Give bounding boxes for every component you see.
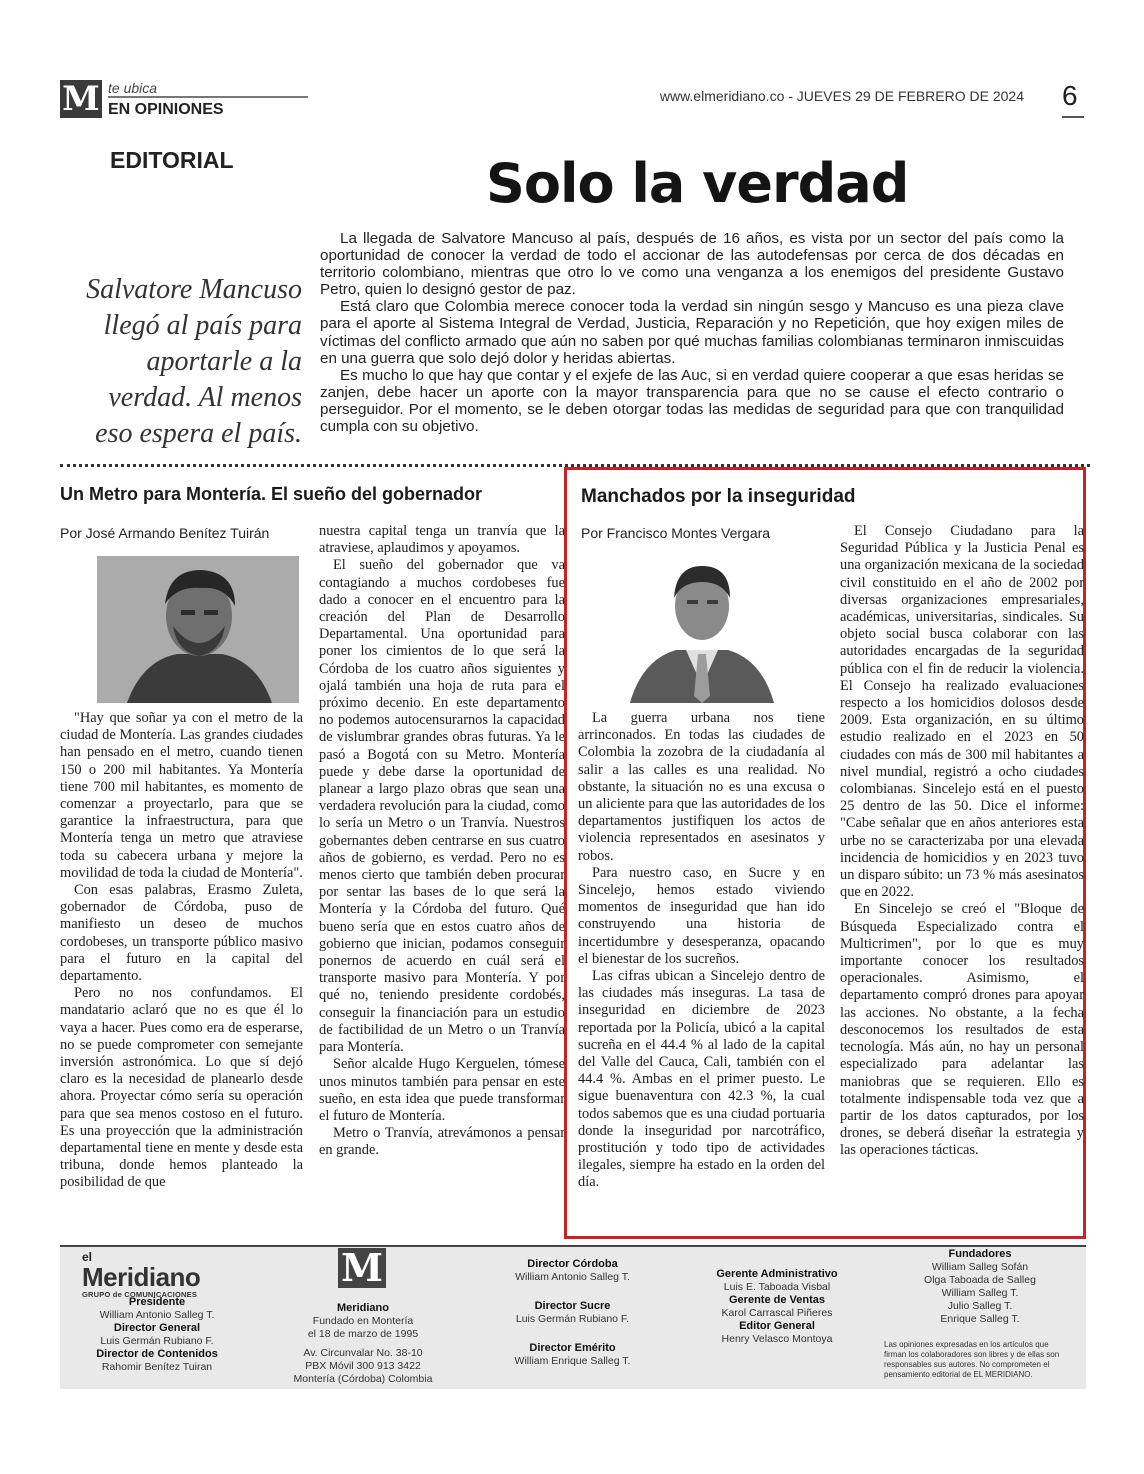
footer-label: Presidente [128,1296,186,1308]
footer-value: PBX Móvil 300 913 3422 [305,1360,421,1372]
footer-col-directors [62,1296,252,1374]
footer-label: Editor General [739,1320,815,1332]
left-article-paragraph: Con esas palabras, Erasmo Zuleta, gobernador de Córdoba, puso de manifiesto un deseo de muchos cordobeses, un transporte público masivo para el futuro en la capital del departamento. [60,882,303,985]
author-photo-montes [624,556,780,703]
footer-label: Fundadores [948,1248,1012,1260]
editorial-body [320,230,1064,435]
editorial-label: EDITORIAL [110,147,234,173]
footer-value: Luis Germán Rubiano F. [515,1313,630,1325]
footer-value: Av. Circunvalar No. 38-10 [303,1347,423,1359]
footer-value: William Enrique Salleg T. [514,1355,631,1367]
footer-col-founded [288,1302,438,1386]
footer-value: Rahomir Benítez Tuiran [101,1361,213,1373]
footer-col-management [692,1268,862,1346]
footer-value: William Antonio Salleg T. [99,1309,215,1321]
right-article-paragraph: La guerra urbana nos tiene arrinconados. En todas las ciudades de Colombia la zozobra de la ciudadanía al salir a las calles es una realidad. No obstante, la situación no es una excusa o un aliciente para que las autoridades de los departamentos justifiquen los actos de violencia representados en asesinatos y robos. [578,710,825,864]
footer-label: Director Córdoba [527,1258,618,1270]
disclaimer: Las opiniones expresadas en los artículos que firman los colaboradores son libres y de ellas son responsables sus autores. No comprometen el pensamiento editorial de EL MERIDIANO. [884,1340,1060,1379]
footer-col-regional [490,1258,655,1368]
left-article-paragraph: El sueño del gobernador que va contagiando a muchos cordobeses fue dado a conocer en el encuentro para la creación del Plan de Desarrollo Departamental. Una oportunidad para poner los cimientos de lo que será la Córdoba de los cuatro años siguientes y ojalá también una hoja de ruta para el próximo decenio. En este departamento no podemos autocensurarnos la capacidad de vislumbrar grandes obras futuras. Ya le pasó a Bogotá con su Metro. Montería puede y debe darse la oportunidad de planear a largo plazo obras que sean una verdadera revolución para la ciudad, como lo sería un Metro o un Tranvía. Nuestros gobernantes deben centrarse en sus cuatro años de gobierno, es verdad. Pero no es menos cierto que también deben procurar por sentar las bases de lo que será la Montería y la Córdoba del futuro. Qué bueno sería que en estos cuatro años de gobierno que inician, podamos conseguir ponernos de acuerdo en cuál será el transporte masivo para Montería. Y por qué no, teniendo presidente cordobés, conseguir la financiación para un estudio de factibilidad de un Metro o un Tranvía para Montería. [319,557,565,1056]
footer-value: Luis Germán Rubiano F. [100,1335,214,1347]
founder-name: Julio Salleg T. [947,1300,1013,1312]
footer-label: Director Emérito [529,1342,616,1354]
brand-name: Meridiano [82,1262,201,1292]
founder-name: Enrique Salleg T. [940,1313,1020,1325]
right-article-paragraph: Las cifras ubican a Sincelejo dentro de las ciudades más inseguras. La tasa de inseguridad en diciembre de 2023 reportada por la Policía, ubicó a la capital sucreña en el 44.4 % al lado de la capital del Valle del Cauca, Cali, también con el 44.4 %. Ambas en el primer puesto. Le sigue buenaventura con 42.3 %, la cual todos sabemos que es una ciudad portuaria donde la inseguridad por narcotráfico, prostitución y todo tipo de actividades ilegales, siempre ha estado en la orden del día. [578,968,825,1191]
left-article-byline: Por José Armando Benítez Tuirán [60,525,270,541]
footer-value: Fundado en Montería [312,1315,414,1327]
founder-name: William Salleg T. [941,1287,1019,1299]
date-line: www.elmeridiano.co - JUEVES 29 DE FEBRERO DE 2024 [659,88,1024,104]
page-number: 6 [1062,80,1078,111]
left-article-paragraph: Señor alcalde Hugo Kerguelen, tómese unos minutos también para pensar en este sueño, en esta idea que puede transformar el futuro de Montería. [319,1056,565,1124]
left-article-paragraph: Pero no nos confundamos. El mandatario aclaró que no es que él lo vaya a hacer. Pues como era de esperarse, no se puede comprometer con semejante inversión astronómica. Lo que sí dejó claro es la necesidad de planearlo desde ahora. Proyectar cómo sería su operación para que sea menos costoso en el futuro. Es una proyección que la administración departamental tiene en mente y desde esta tribuna, donde hemos planteado la posibilidad de que [60,985,303,1191]
right-article-paragraph: El Consejo Ciudadano para la Seguridad Pública y la Justicia Penal es una organización mexicana de la sociedad civil constituido en el año de 2002 por diversas organizaciones empresariales, académicas, universitarias, sindicales. Su objeto social busca colaborar con las autoridades encargadas de la seguridad pública con el fin de reducir la violencia. El Consejo ha realizado evaluaciones respecto a los homicidios dolosos desde 2009. Esta organización, en su último estudio realizado en el 2023 en 50 ciudades con más de 300 mil habitantes a nivel mundial, registró a ocho ciudades colombianas. Sincelejo está en el puesto 25 dentro de las 50. Dice el informe: "Cabe señalar que en años anteriores esta urbe no se caracterizaba por una elevada incidencia de homicidios y en 2023 tuvo un disparo súbito: un 73 % más asesinatos que en 2022. [840,523,1084,901]
footer-value: Henry Velasco Montoya [721,1333,833,1345]
portrait-icon [624,556,780,703]
portrait-icon [97,556,299,703]
footer-value: Luis E. Taboada Visbal [723,1281,831,1293]
left-article-paragraph: Metro o Tranvía, atrevámonos a pensar en grande. [319,1125,565,1159]
editorial-paragraph: Es mucho lo que hay que contar y el exjefe de las Auc, si en verdad quiere cooperar a que esas heridas se zanjen, debe hacer un aporte con la mayor transparencia para que no se cause el efecto contrario o perseguidor. Por el momento, se le deben otorgar todas las medidas de seguridad para que con tranquilidad cumpla con su objetivo. [320,366,1064,436]
right-article-column-1 [578,710,825,1192]
tagline: te ubica [108,80,158,96]
right-article-byline: Por Francisco Montes Vergara [581,525,771,541]
footer-label: Director Sucre [534,1300,611,1312]
left-article-title: Un Metro para Montería. El sueño del gobernador [60,484,483,504]
footer-value: Montería (Córdoba) Colombia [293,1373,433,1385]
brand-logo [82,1250,200,1299]
brand-group: GRUPO de COMUNICACIONES [82,1290,198,1299]
right-article-column-2 [840,523,1084,1160]
footer-label: Director de Contenidos [96,1348,218,1360]
editorial-paragraph: La llegada de Salvatore Mancuso al país, después de 16 años, es vista por un sector del país como la oportunidad de conocer la verdad de todo el accionar de las autodefensas por cerca de dos décadas en territorio colombiano, mientras que otro lo ve como una venganza a los enemigos del presidente Gustavo Petro, quien lo designó gestor de paz. [320,230,1064,299]
footer-label: Meridiano [337,1302,389,1314]
footer-label: Director General [113,1322,201,1334]
left-article-column-2 [319,523,565,1160]
pull-quote: Salvatore Mancuso llegó al país para aportarle a la verdad. Al menos eso espera el país. [86,274,302,449]
page-number-rule [1062,116,1084,118]
brand-el: el [82,1250,93,1264]
left-article-column-1 [60,710,303,1192]
left-article-paragraph: "Hay que soñar ya con el metro de la ciudad de Montería. Las grandes ciudades han pensado en el metro, cuando tienen 150 o 200 mil habitantes. Ya Montería tiene 700 mil habitantes, es momento de comenzar a proyectarlo, para que se garantice la infraestructura, para que Montería tenga un metro que atraviese toda su cabecera urbana y mejore la movilidad de toda la ciudad de Montería". [60,710,303,881]
logo-m-icon: M [60,80,102,118]
footer-col-founders [898,1248,1062,1326]
left-article-paragraph: nuestra capital tenga un tranvía que la atraviese, aplaudimos y apoyamos. [319,523,565,557]
footer-value: el 18 de marzo de 1995 [307,1328,419,1340]
founder-name: Olga Taboada de Salleg [924,1274,1036,1286]
author-photo-benitez [97,556,299,703]
founder-name: William Salleg Sofán [931,1261,1029,1273]
right-article-title: Manchados por la inseguridad [581,486,856,507]
section-label: EN OPINIONES [108,101,224,118]
editorial-paragraph: Está claro que Colombia merece conocer toda la verdad sin ningún sesgo y Mancuso es una pieza clave para el aporte al Sistema Integral de Verdad, Justicia, Reparación y no Repetición, que hoy exigen miles de víctimas del conflicto armado que aún no saben por qué muchas familias colombianas terminaron inmiscuidas en una guerra que solo dejó dolor y heridas abiertas. [320,298,1064,367]
editorial-title: Solo la verdad [486,152,909,215]
footer-label: Gerente de Ventas [729,1294,825,1306]
meridiano-m-icon: M [338,1248,386,1288]
footer-value: William Antonio Salleg T. [515,1271,630,1283]
footer-label: Gerente Administrativo [716,1268,838,1280]
footer-value: Karol Carrascal Piñeres [721,1307,833,1319]
header-rule [108,96,308,98]
right-article-paragraph: Para nuestro caso, en Sucre y en Sincelejo, hemos estado viviendo momentos de inseguridad que han ido construyendo una historia de incertidumbre y desesperanza, opacando el bienestar de los sucreños. [578,864,825,967]
right-article-paragraph: En Sincelejo se creó el "Bloque de Búsqueda Especializado contra el Multicrimen", por lo que es muy importante conocer los resultados operacionales. Asimismo, el departamento compró drones para apoyar las acciones. No obstante, a la fecha desconocemos los resultados de esta tecnología. Más aún, no hay un personal especializado para adelantar las maniobras que se requieren. Ello es totalmente indispensable toda vez que a partir de los datos capturados, por los drones, se deberá diseñar la estrategia y las operaciones tácticas. [840,901,1084,1159]
